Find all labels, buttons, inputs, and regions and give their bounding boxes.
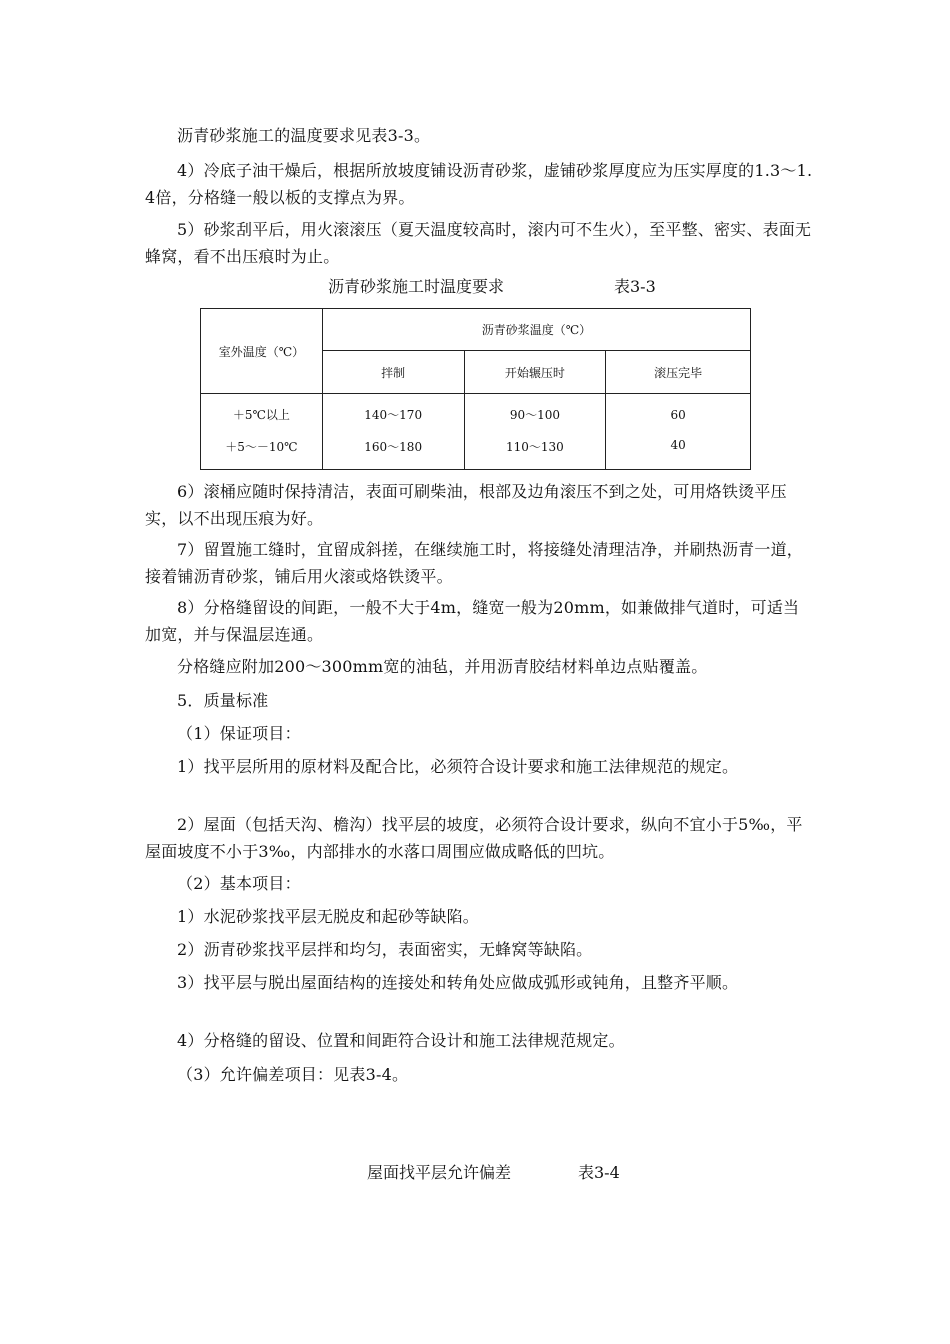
paragraph-step-8: 8）分格缝留设的间距，一般不大于4m，缝宽一般为20mm，如兼做排气道时，可适当加宽，并与保温层连通。 — [145, 598, 800, 644]
paragraph-temperature-reference: 沥青砂浆施工的温度要求见表3-3。 — [177, 126, 431, 145]
paragraph-basic-4: 4）分格缝的留设、位置和间距符合设计和施工法律规范规定。 — [177, 1031, 625, 1050]
subheading-guaranteed-items: （1）保证项目： — [177, 724, 301, 743]
subheading-allowable-deviation: （3）允许偏差项目：见表3-4。 — [177, 1065, 409, 1084]
table-row — [201, 436, 751, 470]
header-outdoor-temperature: 室外温度（℃） — [201, 309, 323, 394]
section-heading-quality-standard: 5．质量标准 — [177, 691, 269, 710]
paragraph-step-4: 4）冷底子油干燥后，根据所放坡度铺设沥青砂浆，虚铺砂浆厚度应为压实厚度的1.3～1.4倍，分格缝一般以板的支撑点为界。 — [145, 161, 813, 207]
table-cell: ＋5～－10℃ — [201, 436, 323, 470]
table-3-4-caption: 屋面找平层允许偏差 — [367, 1163, 512, 1182]
paragraph-guarantee-2: 2）屋面（包括天沟、檐沟）找平层的坡度，必须符合设计要求，纵向不宜小于5‰，平屋面坡度不小于3‰，内部排水的水落口周围应做成略低的凹坑。 — [145, 815, 803, 861]
table-3-4-number: 表3-4 — [578, 1163, 620, 1182]
table-cell: 40 — [606, 436, 751, 470]
subheader-rolling-end: 滚压完毕 — [606, 351, 751, 394]
subheader-mixing: 拌制 — [322, 351, 464, 394]
paragraph-step-7: 7）留置施工缝时，宜留成斜搓，在继续施工时，将接缝处清理洁净，并刷热沥青一道，接着铺沥青砂浆，铺后用火滚或烙铁烫平。 — [145, 540, 803, 586]
table-3-3-number: 表3-3 — [614, 277, 656, 296]
paragraph-guarantee-1: 1）找平层所用的原材料及配合比，必须符合设计要求和施工法律规范的规定。 — [177, 757, 739, 776]
table-cell: 60 — [606, 394, 751, 436]
table-cell: 90～100 — [464, 394, 606, 436]
paragraph-basic-1: 1）水泥砂浆找平层无脱皮和起砂等缺陷。 — [177, 907, 479, 926]
table-cell: 140～170 — [322, 394, 464, 436]
table-cell: 110～130 — [464, 436, 606, 470]
paragraph-step-5: 5）砂浆刮平后，用火滚滚压（夏天温度较高时，滚内可不生火），至平整、密实、表面无蜂窝，看不出压痕时为止。 — [145, 220, 812, 266]
paragraph-basic-2: 2）沥青砂浆找平层拌和均匀，表面密实，无蜂窝等缺陷。 — [177, 940, 593, 959]
table-cell: 160～180 — [322, 436, 464, 470]
table-3-3-caption: 沥青砂浆施工时温度要求 — [328, 277, 505, 296]
paragraph-basic-3: 3）找平层与脱出屋面结构的连接处和转角处应做成弧形或钝角，且整齐平顺。 — [177, 973, 739, 992]
header-mortar-temperature: 沥青砂浆温度（℃） — [322, 309, 750, 351]
paragraph-step-6: 6）滚桶应随时保持清洁，表面可刷柴油，根部及边角滚压不到之处，可用烙铁烫平压实，以不出现压痕为好。 — [145, 482, 787, 528]
subheader-rolling-start: 开始辗压时 — [464, 351, 606, 394]
asphalt-mortar-temperature-table — [200, 308, 751, 470]
paragraph-joint-felt: 分格缝应附加200～300mm宽的油毡，并用沥青胶结材料单边点贴覆盖。 — [177, 657, 708, 676]
table-row — [201, 394, 751, 436]
subheading-basic-items: （2）基本项目： — [177, 874, 301, 893]
table-cell: ＋5℃以上 — [201, 394, 323, 436]
